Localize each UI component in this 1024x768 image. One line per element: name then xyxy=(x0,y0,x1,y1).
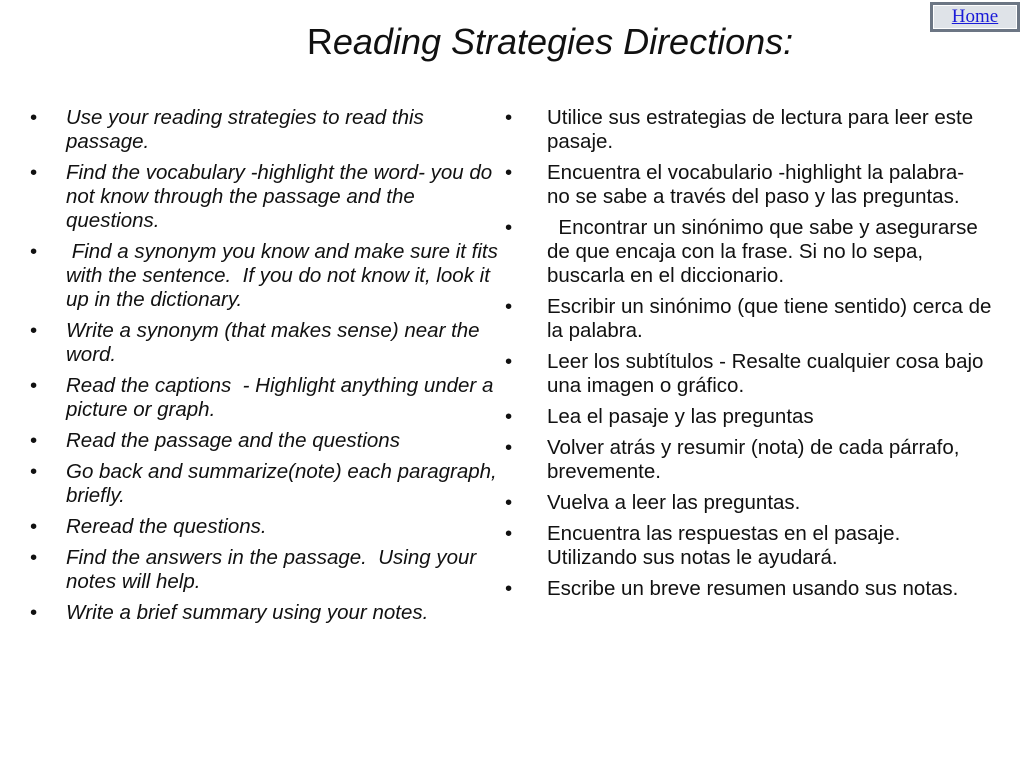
bullet-icon: • xyxy=(30,106,38,129)
direction-text: Read the captions - Highlight anything under a picture or graph. xyxy=(66,374,500,421)
direction-text: Encuentra el vocabulario -highlight la palabra- no se sabe a través del paso y las preguntas. xyxy=(547,161,970,208)
bullet-icon: • xyxy=(505,106,513,129)
direction-text: Encontrar un sinónimo que sabe y asegurarse de que encaja con la frase. Si no lo sepa, buscarla en el diccionario. xyxy=(547,216,984,287)
bullet-icon: • xyxy=(505,522,513,545)
bullet-icon: • xyxy=(30,460,38,483)
list-item xyxy=(505,295,998,343)
list-item xyxy=(505,577,992,601)
direction-text: Reread the questions. xyxy=(66,515,267,538)
bullet-icon: • xyxy=(30,374,38,397)
bullet-icon: • xyxy=(30,546,38,569)
bullet-icon: • xyxy=(30,515,38,538)
home-link[interactable]: Home xyxy=(951,6,999,27)
list-item xyxy=(30,601,508,625)
list-item xyxy=(30,515,508,539)
list-item xyxy=(30,374,508,422)
bullet-icon: • xyxy=(505,161,513,184)
direction-text: Find the vocabulary -highlight the word- you do not know through the passage and the questions. xyxy=(66,161,498,232)
page-title-rest: eading Strategies Directions: xyxy=(332,21,794,62)
list-item xyxy=(505,522,992,570)
bullet-icon: • xyxy=(30,601,38,624)
list-item xyxy=(30,460,508,508)
list-item xyxy=(30,319,508,367)
direction-text: Volver atrás y resumir (nota) de cada párrafo, brevemente. xyxy=(547,436,966,483)
bullet-icon: • xyxy=(505,350,513,373)
list-item xyxy=(505,436,992,484)
direction-text: Escribe un breve resumen usando sus notas. xyxy=(547,577,959,600)
direction-text: Utilice sus estrategias de lectura para leer este pasaje. xyxy=(547,106,979,153)
direction-text: Escribir un sinónimo (que tiene sentido) cerca de la palabra. xyxy=(547,295,998,342)
bullet-icon: • xyxy=(30,319,38,342)
list-item xyxy=(505,106,992,154)
direction-text: Leer los subtítulos - Resalte cualquier cosa bajo una imagen o gráfico. xyxy=(547,350,990,397)
direction-text: Find the answers in the passage. Using your notes will help. xyxy=(66,546,482,593)
direction-text: Lea el pasaje y las preguntas xyxy=(547,405,814,428)
list-item xyxy=(505,491,992,515)
direction-text: Encuentra las respuestas en el pasaje. Utilizando sus notas le ayudará. xyxy=(547,522,906,569)
direction-text: Go back and summarize(note) each paragraph, briefly. xyxy=(66,460,503,507)
bullet-icon: • xyxy=(505,577,513,600)
direction-text: Write a synonym (that makes sense) near the word. xyxy=(66,319,486,366)
bullet-icon: • xyxy=(30,429,38,452)
spanish-directions-list xyxy=(505,106,998,608)
bullet-icon: • xyxy=(505,216,513,239)
direction-text: Use your reading strategies to read this passage. xyxy=(66,106,430,153)
list-item xyxy=(30,429,508,453)
list-item xyxy=(30,546,508,594)
page-title-initial: R xyxy=(306,21,333,62)
list-item xyxy=(30,240,508,312)
bullet-icon: • xyxy=(505,405,513,428)
page-title xyxy=(0,20,1024,64)
direction-text: Vuelva a leer las preguntas. xyxy=(547,491,801,514)
direction-text: Find a synonym you know and make sure it fits with the sentence. If you do not know it, look it up in the dictionary. xyxy=(66,240,504,311)
list-item xyxy=(505,350,992,398)
bullet-icon: • xyxy=(30,240,38,263)
bullet-icon: • xyxy=(505,436,513,459)
list-item xyxy=(30,106,508,154)
list-item xyxy=(505,216,992,288)
direction-text: Read the passage and the questions xyxy=(66,429,400,452)
bullet-icon: • xyxy=(505,491,513,514)
bullet-icon: • xyxy=(30,161,38,184)
list-item xyxy=(505,161,992,209)
english-directions-list xyxy=(30,106,508,632)
bullet-icon: • xyxy=(505,295,513,318)
direction-text: Write a brief summary using your notes. xyxy=(66,601,429,624)
list-item xyxy=(30,161,508,233)
list-item xyxy=(505,405,992,429)
